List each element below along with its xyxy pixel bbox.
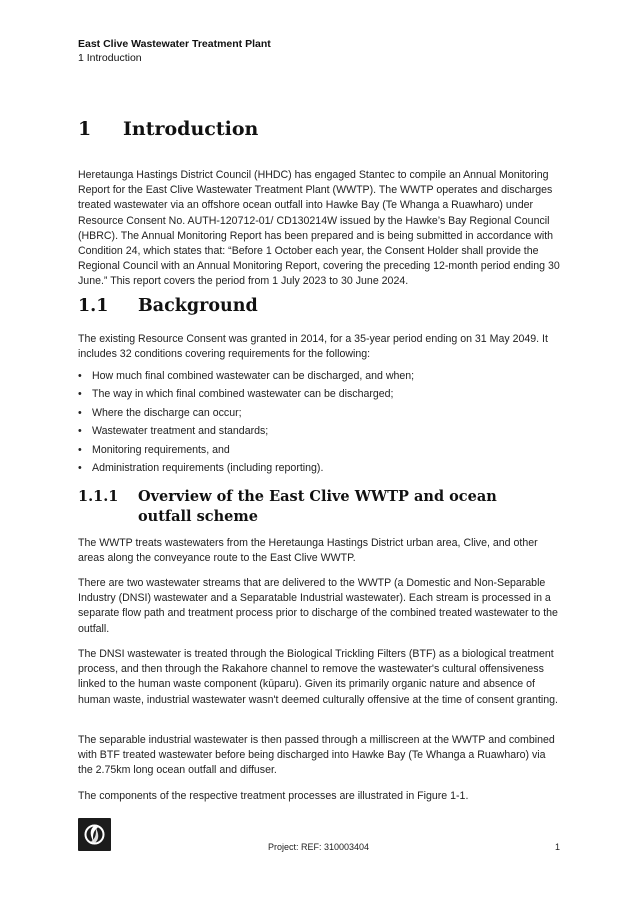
heading-1-title: Introduction [123, 118, 259, 140]
overview-paragraph-2: There are two wastewater streams that are delivered to the WWTP (a Domestic and Non-Separable Industry (DNSI) wastewater and a Separatable Industrial wastewater). Each stream is processed in a separate flow path and treatment process prior to discharge of the combined treated wastewater to the outfall. [78, 577, 558, 635]
heading-1-number: 1 [78, 118, 92, 140]
intro-paragraph: Heretaunga Hastings District Council (HHDC) has engaged Stantec to compile an Annual Monitoring Report for the East Clive Wastewater Treatment Plant (WWTP). The WWTP operates and discharges treated wastewater via an offshore ocean outfall into Hawke Bay (Te Whanga a Ruawharo) under Resource Consent No. AUTH-120712-01/ CD130214W issued by the Hawke’s Bay Regional Council (HBRC). The Annual Monitoring Report has been prepared and is being submitted in accordance with Condition 24, which states that: “Before 1 October each year, the Consent Holder shall provide the Regional Council with an Annual Monitoring Report, covering the preceding 12-month period ending 30 June.” This report covers the period from 1 July 2023 to 30 June 2024. [78, 169, 560, 288]
heading-1 [78, 118, 258, 140]
overview-paragraph-5: The components of the respective treatment processes are illustrated in Figure 1-1. [78, 790, 469, 802]
heading-2 [78, 296, 258, 316]
header-title: East Clive Wastewater Treatment Plant [78, 38, 271, 50]
list-item: • Administration requirements (including reporting). [78, 461, 324, 474]
footer-page-number: 1 [555, 842, 561, 852]
footer-project-reference: Project: REF: 310003404 [268, 842, 370, 852]
conditions-list [78, 367, 560, 477]
list-item: • How much final combined wastewater can be discharged, and when; [78, 370, 415, 382]
overview-paragraph-1: The WWTP treats wastewaters from the Heretaunga Hastings District urban area, Clive, and other areas along the conveyance route to the East Clive WWTP. [78, 537, 538, 565]
list-item: • Monitoring requirements, and [78, 443, 230, 456]
header-section: 1 Introduction [78, 52, 142, 64]
heading-2-number: 1.1 [78, 296, 109, 316]
overview-paragraph-4: The separable industrial wastewater is then passed through a milliscreen at the WWTP and combined with BTF treated wastewater before being discharged into Hawke Bay (Te Whanga a Ruawharo) via the 2.75km long ocean outfall and diffuser. [78, 734, 555, 777]
list-item: • Wastewater treatment and standards; [78, 425, 269, 438]
overview-paragraph-3: The DNSI wastewater is treated through the Biological Trickling Filters (BTF) as a biological treatment process, and then through the Rakahore channel to remove the wastewater's cultural offensiveness linked to the human waste component (kūparu). Given its primarily organic nature and absence of human waste, industrial wastewater wasn't deemed culturally offensive at the time of consent granting. [78, 648, 558, 706]
list-item: • The way in which final combined wastewater can be discharged; [78, 388, 394, 401]
heading-2-title: Background [138, 296, 258, 316]
heading-3-number: 1.1.1 [78, 488, 119, 505]
stantec-logo-icon [78, 818, 111, 851]
list-item: • Where the discharge can occur; [78, 406, 242, 419]
heading-3-title: Overview of the East Clive WWTP and ocean outfall scheme [138, 488, 497, 525]
heading-3 [78, 487, 548, 527]
background-paragraph: The existing Resource Consent was granted in 2014, for a 35-year period ending on 31 May 2049. It includes 32 conditions covering requirements for the following: [78, 333, 548, 361]
